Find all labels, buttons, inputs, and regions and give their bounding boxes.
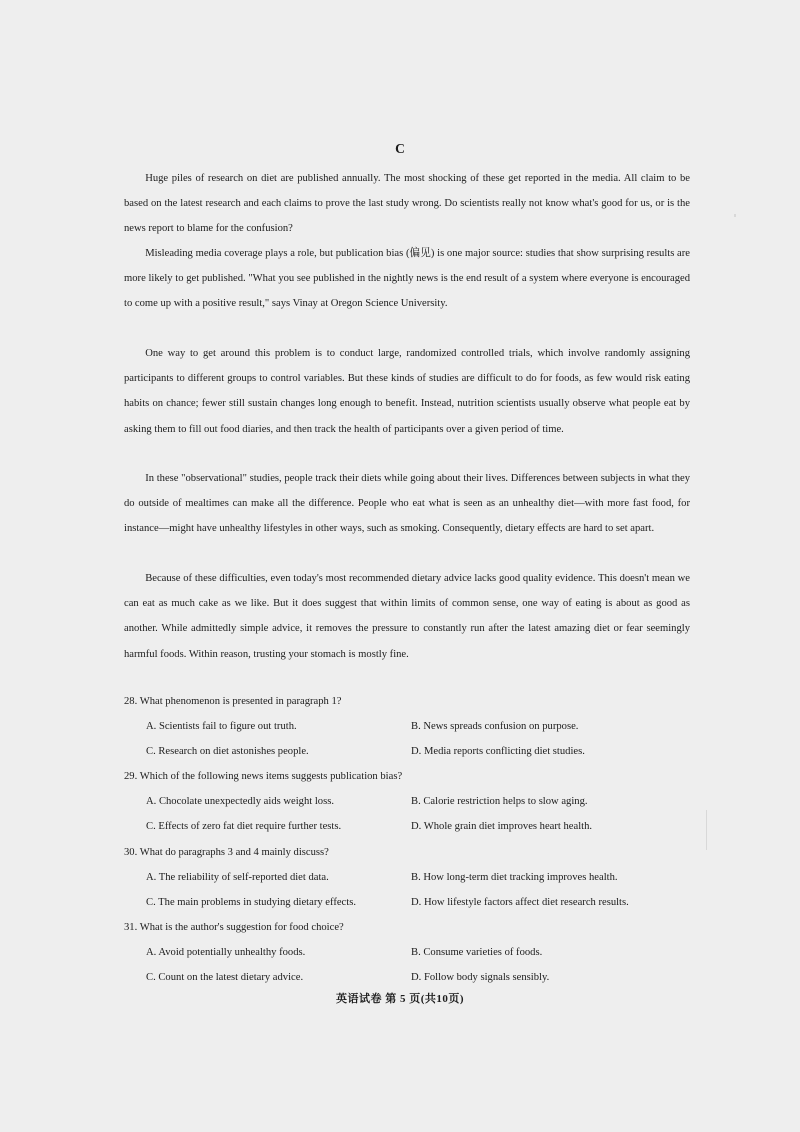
question-30-option-c: C. The main problems in studying dietary effects.: [146, 897, 356, 908]
question-29-option-c: C. Effects of zero fat diet require further tests.: [146, 821, 342, 832]
question-29-option-a: A. Chocolate unexpectedly aids weight loss.: [146, 796, 334, 807]
scan-line: [706, 810, 707, 850]
question-31-option-a: A. Avoid potentially unhealthy foods.: [146, 947, 306, 958]
scan-speck: [734, 214, 736, 217]
question-30-stem: 30. What do paragraphs 3 and 4 mainly discuss?: [124, 847, 329, 858]
question-31-option-d: D. Follow body signals sensibly.: [411, 972, 550, 983]
section-heading: C: [395, 141, 405, 156]
question-28-option-c: C. Research on diet astonishes people.: [146, 746, 309, 757]
question-30-option-b: B. How long-term diet tracking improves health.: [411, 872, 618, 883]
question-28-option-d: D. Media reports conflicting diet studies.: [411, 746, 585, 757]
page-footer: 英语试卷 第 5 页(共10页): [335, 993, 465, 1005]
question-29-option-d: D. Whole grain diet improves heart health.: [411, 821, 593, 832]
question-30-option-a: A. The reliability of self-reported diet data.: [146, 872, 329, 883]
question-31-option-c: C. Count on the latest dietary advice.: [146, 972, 304, 983]
question-28-option-a: A. Scientists fail to figure out truth.: [146, 721, 297, 732]
question-30-option-d: D. How lifestyle factors affect diet research results.: [411, 897, 629, 908]
question-31-option-b: B. Consume varieties of foods.: [411, 947, 543, 958]
question-28-option-b: B. News spreads confusion on purpose.: [411, 721, 579, 732]
passage-paragraph-5: Because of these difficulties, even today's most recommended dietary advice lacks good quality evidence. This doesn't mean we can eat as much cake as we like. But it does suggest that within limits of common sense, one way of eating is about as good as another. While admittedly simple advice, it removes the pressure to constantly run after the latest amazing diet or fear seemingly harmful foods. Within reason, trusting your stomach is mostly fine.: [124, 573, 690, 660]
question-29-stem: 29. Which of the following news items suggests publication bias?: [124, 771, 403, 782]
question-29-option-b: B. Calorie restriction helps to slow aging.: [411, 796, 588, 807]
question-28-stem: 28. What phenomenon is presented in paragraph 1?: [124, 696, 342, 707]
passage-paragraph-3: One way to get around this problem is to conduct large, randomized controlled trials, which involve randomly assigning participants to different groups to control variables. But these kinds of studies are difficult to do for foods, as few would risk eating habits on chance; fewer still sustain changes long enough to benefit. Instead, nutrition scientists usually observe what people eat by asking them to fill out food diaries, and then track the health of participants over a given period of time.: [124, 348, 690, 435]
question-31-stem: 31. What is the author's suggestion for food choice?: [124, 922, 344, 933]
passage-paragraph-4: In these "observational" studies, people track their diets while going about their lives. Differences between subjects in what they do outside of mealtimes can make all the difference. People who eat what is seen as an unhealthy diet—with more fast food, for instance—might have unhealthy lifestyles in other ways, such as smoking. Consequently, dietary effects are hard to set apart.: [124, 473, 690, 535]
passage-paragraph-2: Misleading media coverage plays a role, but publication bias (偏见) is one major source: studies that show surprising results are more likely to get published. "What you see published in the nightly news is the end result of a system where everyone is encouraged to come up with a positive result," says Vinay at Oregon Science University.: [124, 248, 690, 310]
passage-paragraph-1: Huge piles of research on diet are published annually. The most shocking of these get reported in the media. All claim to be based on the latest research and each claims to prove the last study wrong. Do scientists really not know what's good for us, or is the news report to blame for the confusion?: [124, 173, 690, 235]
